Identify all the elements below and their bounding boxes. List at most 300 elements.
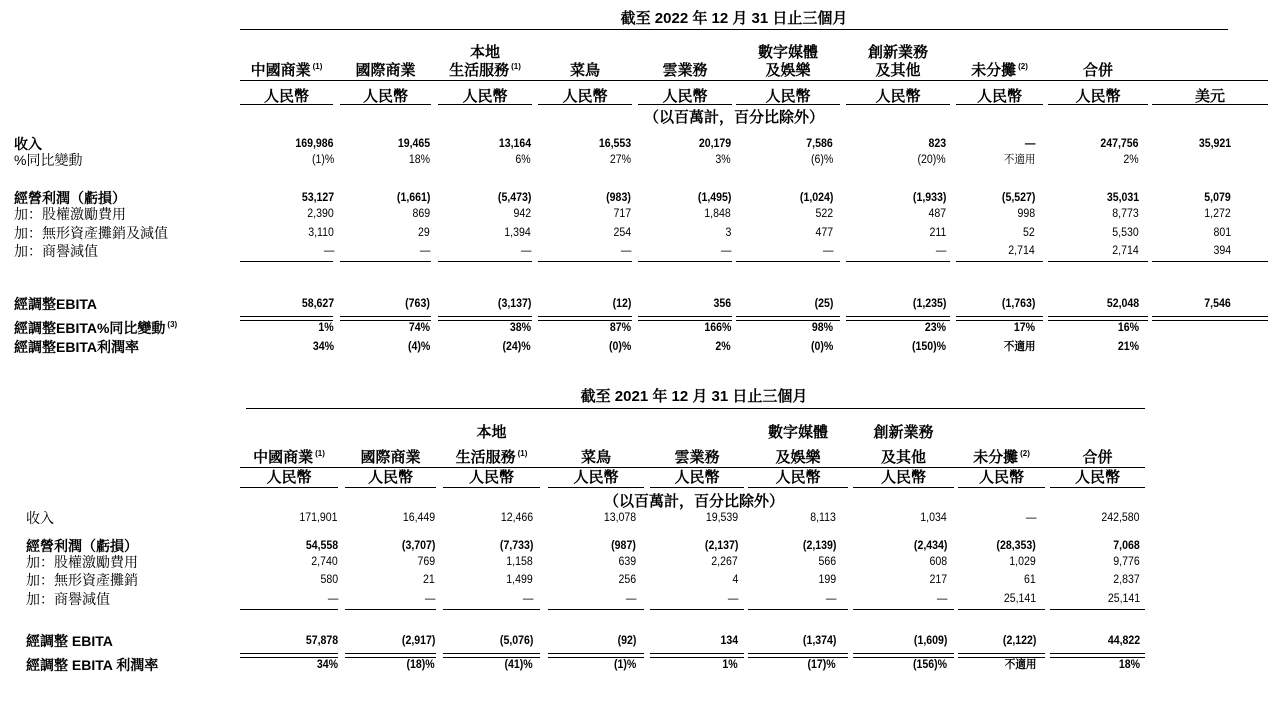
cell-value: —: [822, 245, 833, 257]
cell-value: 34%: [312, 341, 334, 353]
subtotal-rule: [956, 261, 1043, 262]
cell-value: 13,164: [498, 138, 531, 150]
cell-value: (7,733): [499, 540, 533, 552]
cell-value: 1,848: [704, 208, 731, 220]
column-header: [449, 63, 521, 78]
cell-value: 52,048: [1106, 298, 1139, 310]
cell-value: 823: [928, 138, 946, 150]
column-header: [251, 63, 323, 78]
subtotal-rule: [1050, 609, 1145, 610]
table-title: 截至 2022 年 12 月 31 日止三個月: [620, 10, 848, 27]
cell-value: (1,374): [802, 635, 836, 647]
cell-value: —: [419, 245, 430, 257]
subtotal-rule: [853, 609, 954, 610]
currency-label: 人民幣: [662, 88, 708, 105]
row-label: [26, 634, 113, 648]
cell-value: (2,122): [1002, 635, 1036, 647]
column-header: 菜鳥: [569, 62, 601, 79]
currency-underline: [853, 487, 954, 488]
cell-value: (150)%: [911, 341, 946, 353]
total-rule: [548, 653, 644, 658]
currency-underline: [748, 487, 848, 488]
cell-value: 608: [929, 556, 947, 568]
cell-value: 769: [417, 556, 435, 568]
column-header: 合併: [1082, 449, 1113, 466]
row-label-text: 加：商譽減值: [26, 591, 110, 607]
column-header: 合併: [1082, 62, 1114, 79]
cell-value: —: [327, 593, 338, 605]
row-label: [14, 244, 98, 258]
cell-value: 477: [815, 227, 833, 239]
column-header: [973, 450, 1030, 465]
subtotal-rule: [240, 261, 333, 262]
units-note: （以百萬計，百分比除外）: [603, 493, 785, 510]
currency-label: 人民幣: [266, 469, 312, 486]
currency-underline: [650, 487, 744, 488]
total-rule: [846, 316, 950, 321]
cell-value: 20,179: [698, 138, 731, 150]
cell-value: 1,029: [1009, 556, 1036, 568]
currency-label: 人民幣: [674, 469, 720, 486]
currency-underline: [240, 104, 333, 105]
cell-value: 25,141: [1107, 593, 1140, 605]
cell-value: 44,822: [1107, 635, 1140, 647]
footnote-marker: (1): [315, 449, 325, 458]
cell-value: 169,986: [295, 138, 334, 150]
cell-value: —: [1024, 138, 1035, 150]
cell-value: (987): [611, 540, 636, 552]
cell-value: 487: [928, 208, 946, 220]
cell-value: 242,580: [1101, 512, 1140, 524]
total-rule: [438, 316, 532, 321]
column-header-text: 生活服務: [449, 62, 510, 79]
cell-value: 2,714: [1112, 245, 1139, 257]
row-label: [26, 573, 138, 587]
cell-value: (1,024): [799, 192, 833, 204]
cell-value: 2,267: [711, 556, 738, 568]
cell-value: —: [727, 593, 738, 605]
column-header-text: 生活服務: [455, 449, 516, 466]
total-rule: [1048, 316, 1148, 321]
subtotal-rule: [443, 609, 540, 610]
cell-value: (20)%: [917, 154, 946, 166]
column-header: 雲業務: [662, 62, 708, 79]
cell-value: 8,773: [1112, 208, 1139, 220]
cell-value: 254: [613, 227, 631, 239]
subtotal-rule: [1048, 261, 1148, 262]
cell-value: 247,756: [1100, 138, 1139, 150]
cell-value: 29: [418, 227, 430, 239]
header-underline: [240, 467, 1145, 468]
footnote-marker: (1): [511, 62, 521, 71]
subtotal-rule: [240, 609, 338, 610]
column-header-line1: 創新業務: [873, 424, 934, 441]
footnote-marker: (2): [1018, 62, 1028, 71]
cell-value: (4)%: [407, 341, 430, 353]
cell-value: —: [625, 593, 636, 605]
cell-value: 2,714: [1008, 245, 1035, 257]
row-label: [14, 297, 97, 311]
row-label-text: 加：商譽減值: [14, 243, 98, 259]
currency-underline: [345, 487, 436, 488]
cell-value: (983): [606, 192, 631, 204]
cell-value: 21%: [1117, 341, 1139, 353]
cell-value: 16%: [1117, 322, 1139, 334]
cell-value: (3,707): [401, 540, 435, 552]
subtotal-rule: [438, 261, 532, 262]
row-label-text: 經調整EBITA%同比變動: [14, 320, 166, 336]
currency-underline: [1050, 487, 1145, 488]
cell-value: 12,466: [500, 512, 533, 524]
total-rule: [1152, 316, 1268, 321]
cell-value: 98%: [811, 322, 833, 334]
total-rule: [748, 653, 848, 658]
currency-underline: [958, 487, 1045, 488]
cell-value: 不適用: [1003, 341, 1035, 353]
column-header: 國際商業: [355, 62, 416, 79]
cell-value: (2,434): [913, 540, 947, 552]
cell-value: 2%: [715, 341, 731, 353]
currency-underline: [438, 104, 532, 105]
cell-value: (1)%: [311, 154, 334, 166]
cell-value: 4: [732, 574, 738, 586]
cell-value: 2,390: [307, 208, 334, 220]
cell-value: 2%: [1123, 154, 1139, 166]
cell-value: 16,449: [402, 512, 435, 524]
row-label-text: 收入: [14, 136, 42, 152]
header-underline: [240, 80, 1268, 81]
cell-value: —: [520, 245, 531, 257]
cell-value: 7,586: [806, 138, 833, 150]
total-rule: [1050, 653, 1145, 658]
currency-label: 人民幣: [1074, 469, 1121, 486]
column-header-text: 未分攤: [971, 62, 1017, 79]
subtotal-rule: [345, 609, 436, 610]
table-title: 截至 2021 年 12 月 31 日止三個月: [580, 388, 808, 405]
cell-value: 不適用: [1003, 154, 1035, 166]
cell-value: 54,558: [305, 540, 338, 552]
cell-value: 27%: [609, 154, 631, 166]
total-rule: [736, 316, 840, 321]
cell-value: 1,272: [1204, 208, 1231, 220]
currency-underline: [443, 487, 540, 488]
row-label-text: %同比變動: [14, 152, 83, 168]
cell-value: (5,473): [497, 192, 531, 204]
subtotal-rule: [958, 609, 1045, 610]
currency-label: 人民幣: [978, 469, 1025, 486]
cell-value: 998: [1017, 208, 1035, 220]
cell-value: 1,158: [506, 556, 533, 568]
currency-label: 人民幣: [775, 469, 821, 486]
cell-value: 639: [618, 556, 636, 568]
cell-value: 7,546: [1204, 298, 1231, 310]
footnote-marker: (1): [312, 62, 323, 71]
cell-value: 5,530: [1112, 227, 1139, 239]
cell-value: (24)%: [502, 341, 531, 353]
cell-value: 566: [818, 556, 836, 568]
title-underline: [246, 408, 1145, 409]
column-header: 菜鳥: [580, 449, 612, 466]
cell-value: —: [424, 593, 435, 605]
cell-value: 5,079: [1204, 192, 1231, 204]
row-label: [26, 555, 138, 569]
currency-label: 人民幣: [462, 88, 508, 105]
cell-value: (1,933): [912, 192, 946, 204]
row-label-text: 經營利潤（虧損）: [14, 190, 126, 206]
cell-value: 580: [320, 574, 338, 586]
subtotal-rule: [1152, 261, 1268, 262]
cell-value: (41)%: [504, 659, 533, 671]
cell-value: (1,609): [913, 635, 947, 647]
cell-value: 18%: [1118, 659, 1140, 671]
subtotal-rule: [538, 261, 632, 262]
currency-label: 人民幣: [875, 88, 921, 105]
row-label: [14, 207, 126, 221]
subtotal-rule: [846, 261, 950, 262]
cell-value: (0)%: [810, 341, 833, 353]
cell-value: 19,465: [397, 138, 430, 150]
cell-value: (2,139): [802, 540, 836, 552]
cell-value: 522: [815, 208, 833, 220]
cell-value: 8,113: [810, 512, 836, 524]
cell-value: 2,837: [1113, 574, 1140, 586]
cell-value: 6%: [515, 154, 531, 166]
cell-value: (1)%: [613, 659, 636, 671]
cell-value: 9,776: [1113, 556, 1140, 568]
cell-value: 21: [423, 574, 435, 586]
cell-value: 256: [618, 574, 636, 586]
currency-underline: [956, 104, 1043, 105]
row-label: [14, 226, 168, 240]
cell-value: 58,627: [301, 298, 334, 310]
subtotal-rule: [340, 261, 431, 262]
column-header-line1: 數字媒體: [767, 424, 829, 441]
cell-value: 942: [513, 208, 531, 220]
subtotal-rule: [548, 609, 644, 610]
cell-value: 171,901: [299, 512, 338, 524]
currency-label: 人民幣: [765, 88, 811, 105]
cell-value: (92): [617, 635, 636, 647]
cell-value: (5,527): [1001, 192, 1035, 204]
title-underline: [240, 29, 1228, 30]
cell-value: 34%: [316, 659, 338, 671]
cell-value: (1,235): [912, 298, 946, 310]
column-header: 雲業務: [674, 449, 720, 466]
column-header: [253, 450, 325, 465]
total-rule: [956, 316, 1043, 321]
cell-value: 35,031: [1106, 192, 1139, 204]
cell-value: 13,078: [603, 512, 636, 524]
cell-value: 1%: [318, 322, 334, 334]
total-rule: [345, 653, 436, 658]
cell-value: 869: [412, 208, 430, 220]
currency-underline: [1152, 104, 1268, 105]
row-label-text: 加：無形資產攤銷: [26, 572, 138, 588]
column-header: 及其他: [875, 62, 921, 79]
cell-value: —: [720, 245, 731, 257]
subtotal-rule: [736, 261, 840, 262]
subtotal-rule: [638, 261, 732, 262]
cell-value: —: [936, 593, 947, 605]
cell-value: 3: [725, 227, 731, 239]
cell-value: (12): [612, 298, 631, 310]
cell-value: 199: [818, 574, 836, 586]
cell-value: (18)%: [406, 659, 435, 671]
cell-value: —: [935, 245, 946, 257]
column-header-line1: 本地: [476, 424, 507, 441]
column-header-line1: 本地: [469, 44, 501, 61]
cell-value: 不適用: [1004, 659, 1036, 671]
row-label: [14, 153, 82, 167]
row-label-text: 經調整 EBITA: [26, 633, 113, 649]
subtotal-rule: [748, 609, 848, 610]
cell-value: 1,394: [504, 227, 531, 239]
column-header: 及娛樂: [775, 449, 821, 466]
cell-value: (156)%: [912, 659, 947, 671]
cell-value: 1,499: [506, 574, 533, 586]
total-rule: [443, 653, 540, 658]
cell-value: 2,740: [311, 556, 338, 568]
subtotal-rule: [650, 609, 744, 610]
row-label: [26, 592, 110, 606]
cell-value: 211: [929, 227, 946, 239]
cell-value: 134: [720, 635, 738, 647]
cell-value: —: [825, 593, 836, 605]
cell-value: 16,553: [598, 138, 631, 150]
currency-label: 人民幣: [562, 88, 608, 105]
currency-underline: [340, 104, 431, 105]
column-header-text: 中國商業: [253, 449, 314, 466]
currency-underline: [240, 487, 338, 488]
cell-value: (6)%: [810, 154, 833, 166]
currency-label: 人民幣: [468, 469, 515, 486]
cell-value: (763): [405, 298, 430, 310]
currency-label: 人民幣: [1075, 88, 1121, 105]
units-note: （以百萬計，百分比除外）: [643, 109, 825, 126]
column-header: 及其他: [880, 449, 927, 466]
row-label-text: 收入: [26, 510, 54, 526]
row-label: [26, 658, 158, 672]
cell-value: (17)%: [807, 659, 836, 671]
cell-value: 57,878: [305, 635, 338, 647]
cell-value: (0)%: [608, 341, 631, 353]
cell-value: (3,137): [497, 298, 531, 310]
column-header-line1: 創新業務: [867, 44, 929, 61]
row-label: [14, 137, 42, 151]
currency-underline: [548, 487, 644, 488]
total-rule: [240, 316, 333, 321]
cell-value: 53,127: [301, 192, 334, 204]
cell-value: —: [620, 245, 631, 257]
currency-underline: [638, 104, 732, 105]
row-label-text: 加：無形資產攤銷及減值: [14, 225, 168, 241]
cell-value: 74%: [408, 322, 430, 334]
currency-label: 人民幣: [263, 88, 310, 105]
cell-value: 19,539: [705, 512, 738, 524]
cell-value: 38%: [509, 322, 531, 334]
cell-value: 35,921: [1198, 138, 1231, 150]
cell-value: 25,141: [1003, 593, 1036, 605]
footnote-marker: (2): [1020, 449, 1030, 458]
cell-value: 166%: [703, 322, 731, 334]
cell-value: 356: [713, 298, 731, 310]
row-label-text: 加：股權激勵費用: [14, 206, 126, 222]
column-header-text: 未分攤: [973, 449, 1019, 466]
column-header: [456, 450, 528, 465]
cell-value: 18%: [408, 154, 430, 166]
cell-value: —: [522, 593, 533, 605]
cell-value: 87%: [609, 322, 631, 334]
row-label: [14, 321, 177, 335]
cell-value: 717: [613, 208, 631, 220]
cell-value: (5,076): [499, 635, 533, 647]
currency-label: 美元: [1194, 88, 1226, 105]
cell-value: 52: [1023, 227, 1035, 239]
cell-value: (1,763): [1001, 298, 1035, 310]
cell-value: (25): [814, 298, 833, 310]
total-rule: [853, 653, 954, 658]
column-header: [971, 63, 1028, 78]
currency-label: 人民幣: [367, 469, 414, 486]
cell-value: 801: [1213, 227, 1231, 239]
cell-value: (1,495): [697, 192, 731, 204]
cell-value: 23%: [924, 322, 946, 334]
row-label-text: 經調整EBITA: [14, 296, 97, 312]
row-label: [14, 191, 126, 205]
currency-underline: [736, 104, 840, 105]
total-rule: [538, 316, 632, 321]
cell-value: —: [1025, 512, 1036, 524]
cell-value: (2,917): [401, 635, 435, 647]
currency-underline: [846, 104, 950, 105]
cell-value: 61: [1024, 574, 1036, 586]
cell-value: 17%: [1013, 322, 1035, 334]
column-header: 國際商業: [360, 449, 421, 466]
currency-underline: [1048, 104, 1148, 105]
currency-label: 人民幣: [880, 469, 927, 486]
cell-value: 3%: [715, 154, 731, 166]
cell-value: (28,353): [996, 540, 1036, 552]
cell-value: 394: [1213, 245, 1231, 257]
column-header: 及娛樂: [765, 62, 811, 79]
row-label-text: 加：股權激勵費用: [26, 554, 138, 570]
row-label: [26, 511, 54, 525]
cell-value: 1,034: [920, 512, 947, 524]
cell-value: (2,137): [704, 540, 738, 552]
row-label: [26, 539, 138, 553]
currency-label: 人民幣: [976, 88, 1023, 105]
total-rule: [958, 653, 1045, 658]
row-label-text: 經調整 EBITA 利潤率: [26, 657, 159, 673]
total-rule: [240, 653, 338, 658]
footnote-marker: (3): [167, 320, 178, 329]
cell-value: 217: [929, 574, 947, 586]
cell-value: 7,068: [1113, 540, 1140, 552]
cell-value: (1,661): [396, 192, 430, 204]
column-header-text: 中國商業: [250, 62, 311, 79]
currency-label: 人民幣: [362, 88, 409, 105]
row-label: [14, 340, 139, 354]
total-rule: [340, 316, 431, 321]
total-rule: [638, 316, 732, 321]
row-label-text: 經調整EBITA利潤率: [14, 339, 139, 355]
column-header-line1: 數字媒體: [757, 44, 819, 61]
cell-value: 3,110: [308, 227, 334, 239]
cell-value: 1%: [722, 659, 738, 671]
currency-label: 人民幣: [573, 469, 619, 486]
cell-value: —: [323, 245, 334, 257]
currency-underline: [538, 104, 632, 105]
